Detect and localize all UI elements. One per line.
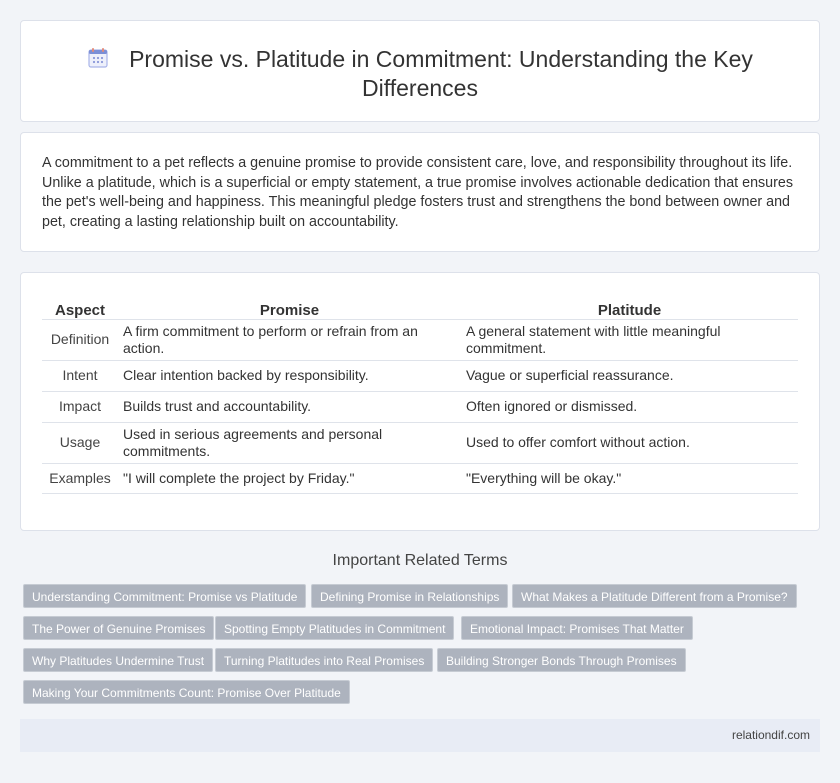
platitude-cell: "Everything will be okay." bbox=[461, 463, 798, 493]
intro-card bbox=[20, 132, 820, 252]
footer bbox=[20, 719, 820, 752]
comparison-table bbox=[42, 296, 798, 494]
related-term-tag[interactable]: Emotional Impact: Promises That Matter bbox=[461, 616, 693, 640]
table-header-row bbox=[42, 296, 798, 319]
table-row bbox=[42, 422, 798, 463]
promise-cell: Clear intention backed by responsibility. bbox=[118, 360, 461, 391]
related-term-tag[interactable]: Defining Promise in Relationships bbox=[311, 584, 508, 608]
promise-cell: A firm commitment to perform or refrain from an action. bbox=[118, 319, 461, 360]
aspect-cell: Examples bbox=[42, 463, 118, 493]
header-card bbox=[20, 20, 820, 122]
platitude-cell: A general statement with little meaningful commitment. bbox=[461, 319, 798, 360]
aspect-cell: Definition bbox=[42, 319, 118, 360]
platitude-cell: Used to offer comfort without action. bbox=[461, 422, 798, 463]
platitude-cell: Often ignored or dismissed. bbox=[461, 391, 798, 422]
related-term-tag[interactable]: Building Stronger Bonds Through Promises bbox=[437, 648, 686, 672]
calendar-icon bbox=[87, 47, 109, 69]
related-term-tag[interactable]: The Power of Genuine Promises bbox=[23, 616, 214, 640]
aspect-cell: Intent bbox=[42, 360, 118, 391]
related-term-tag[interactable]: Understanding Commitment: Promise vs Platitude bbox=[23, 584, 306, 608]
promise-cell: Used in serious agreements and personal commitments. bbox=[118, 422, 461, 463]
header-promise: Promise bbox=[118, 296, 461, 319]
footer-site-link[interactable]: relationdif.com bbox=[731, 728, 810, 742]
related-term-tag[interactable]: What Makes a Platitude Different from a Promise? bbox=[512, 584, 797, 608]
aspect-cell: Usage bbox=[42, 422, 118, 463]
related-term-tag[interactable]: Why Platitudes Undermine Trust bbox=[23, 648, 213, 672]
table-row bbox=[42, 319, 798, 360]
aspect-cell: Impact bbox=[42, 391, 118, 422]
table-row bbox=[42, 391, 798, 422]
related-term-tag[interactable]: Making Your Commitments Count: Promise Over Platitude bbox=[23, 680, 350, 704]
table-row bbox=[42, 360, 798, 391]
table-row bbox=[42, 463, 798, 493]
platitude-cell: Vague or superficial reassurance. bbox=[461, 360, 798, 391]
related-term-tag[interactable]: Spotting Empty Platitudes in Commitment bbox=[215, 616, 454, 640]
promise-cell: Builds trust and accountability. bbox=[118, 391, 461, 422]
intro-paragraph: A commitment to a pet reflects a genuine promise to provide consistent care, love, and responsibility throughout its life. Unlike a platitude, which is a superficial or empty statement, a true promise involves actionable dedication that ensures the pet's well-being and happiness. This meaningful pledge fosters trust and strengthens the bond between owner and pet, creating a lasting relationship built on accountability. bbox=[42, 155, 793, 230]
page-title-wrap bbox=[21, 45, 819, 103]
related-term-tag[interactable]: Turning Platitudes into Real Promises bbox=[215, 648, 433, 672]
header-platitude: Platitude bbox=[461, 296, 798, 319]
header-aspect: Aspect bbox=[42, 296, 118, 319]
page-title: Promise vs. Platitude in Commitment: Understanding the Key Differences bbox=[129, 46, 753, 101]
comparison-table-card bbox=[20, 272, 820, 531]
promise-cell: "I will complete the project by Friday." bbox=[118, 463, 461, 493]
related-terms-title: Important Related Terms bbox=[332, 552, 508, 569]
